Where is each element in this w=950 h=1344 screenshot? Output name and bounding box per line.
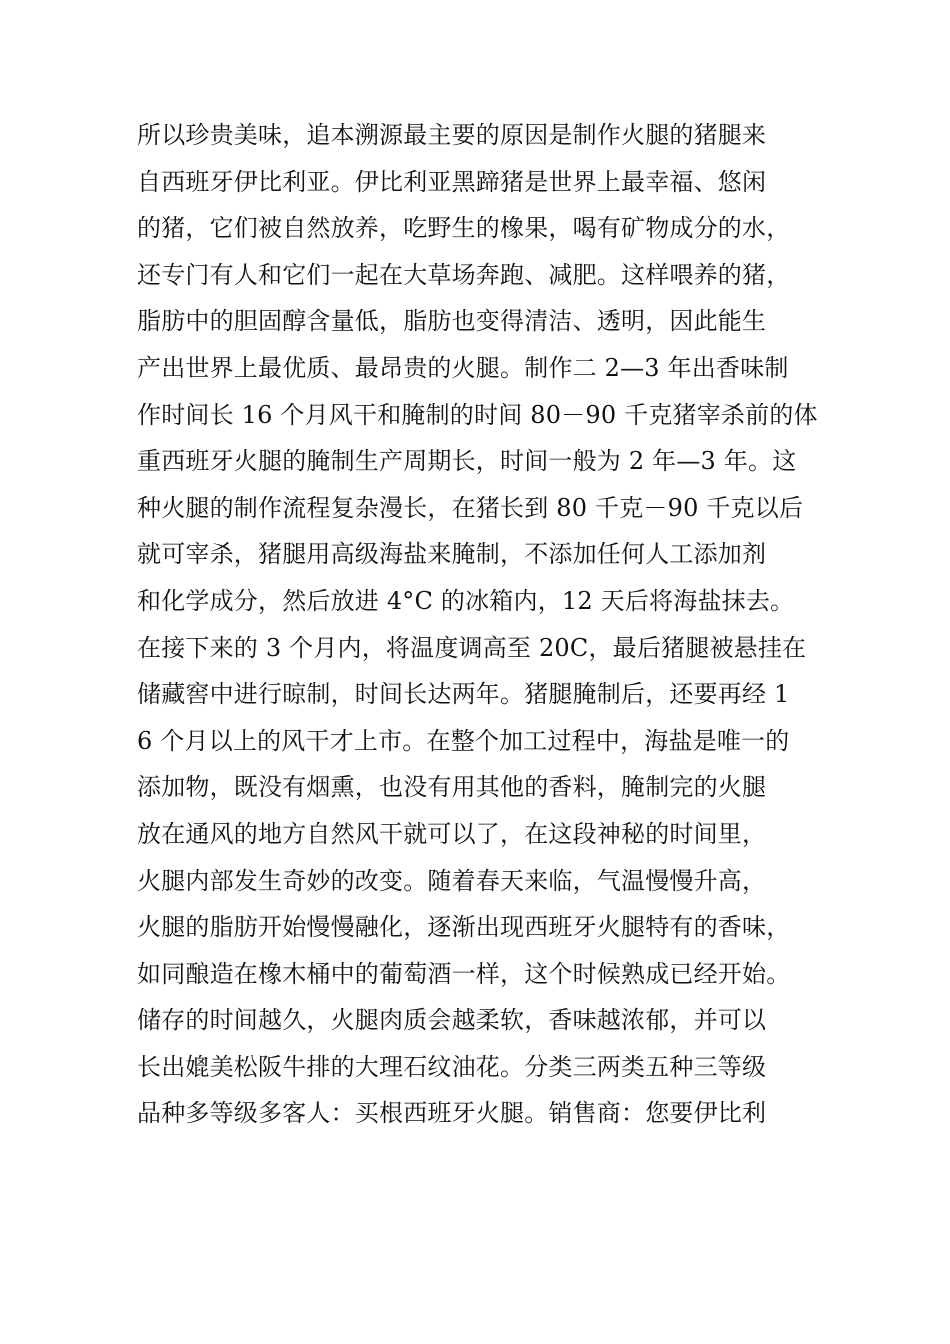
text-line-2: 自西班牙伊比利亚。伊比利亚黑蹄猪是世界上最幸福、悠闲 (137, 167, 767, 196)
text-line-3: 的猪，它们被自然放养，吃野生的橡果，喝有矿物成分的水， (137, 214, 791, 243)
text-line-20: 储存的时间越久，火腿肉质会越柔软，香味越浓郁，并可以 (137, 1006, 767, 1035)
text-line-19: 如同酿造在橡木桶中的葡萄酒一样，这个时候熟成已经开始。 (137, 959, 791, 988)
text-line-21: 长出媲美松阪牛排的大理石纹油花。分类三两类五种三等级 (137, 1052, 767, 1081)
text-line-8: 重西班牙火腿的腌制生产周期长，时间一般为 2 年—3 年。这 (137, 447, 797, 476)
text-line-9: 种火腿的制作流程复杂漫长，在猪长到 80 千克－90 千克以后 (137, 493, 804, 522)
text-line-12: 在接下来的 3 个月内，将温度调高至 20C，最后猪腿被悬挂在 (137, 633, 807, 662)
text-line-10: 就可宰杀，猪腿用高级海盐来腌制，不添加任何人工添加剂 (137, 540, 767, 569)
text-line-13: 储藏窖中进行晾制，时间长达两年。猪腿腌制后，还要再经 1 (137, 680, 790, 709)
body-paragraph (137, 112, 827, 1137)
text-line-16: 放在通风的地方自然风干就可以了，在这段神秘的时间里， (137, 819, 767, 848)
text-line-1: 所以珍贵美味，追本溯源最主要的原因是制作火腿的猪腿来 (137, 121, 767, 149)
text-line-17: 火腿内部发生奇妙的改变。随着春天来临，气温慢慢升高， (137, 866, 767, 895)
text-line-18: 火腿的脂肪开始慢慢融化，逐渐出现西班牙火腿特有的香味， (137, 913, 791, 942)
text-line-14: 6 个月以上的风干才上市。在整个加工过程中，海盐是唯一的 (137, 726, 790, 755)
text-line-4: 还专门有人和它们一起在大草场奔跑、减肥。这样喂养的猪， (137, 260, 791, 289)
text-line-11: 和化学成分，然后放进 4°C 的冰箱内，12 天后将海盐抹去。 (137, 586, 795, 615)
text-line-22: 品种多等级多客人：买根西班牙火腿。销售商：您要伊比利 (137, 1099, 767, 1128)
text-line-7: 作时间长 16 个月风干和腌制的时间 80－90 千克猪宰杀前的体 (137, 400, 818, 429)
text-line-6: 产出世界上最优质、最昂贵的火腿。制作二 2—3 年出香味制 (137, 353, 789, 382)
text-line-5: 脂肪中的胆固醇含量低，脂肪也变得清洁、透明，因此能生 (137, 307, 767, 336)
text-line-15: 添加物，既没有烟熏，也没有用其他的香料，腌制完的火腿 (137, 773, 767, 802)
